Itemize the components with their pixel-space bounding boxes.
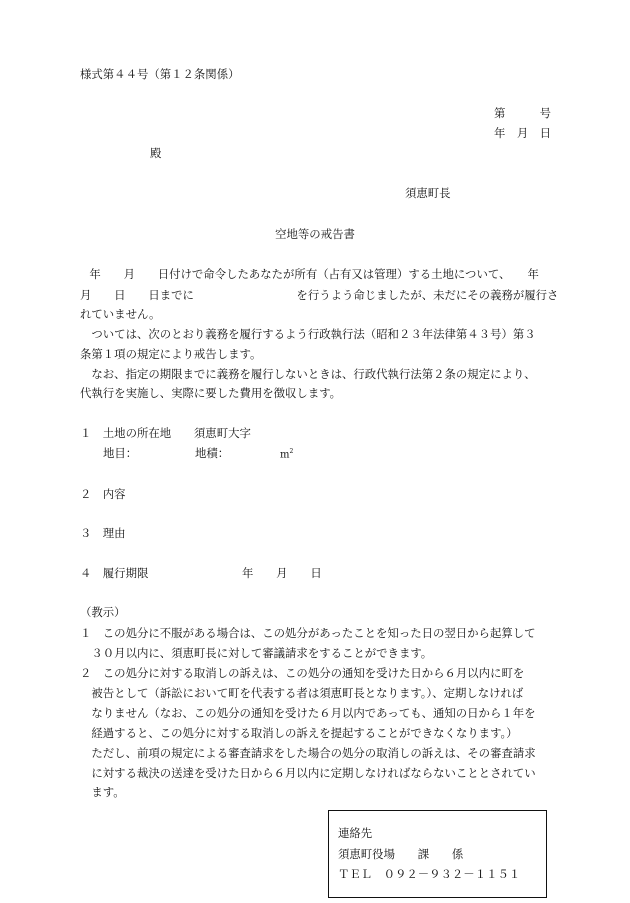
- instruction-line: ３０月以内に、須恵町長に対して審議請求をすることができます。: [80, 646, 433, 660]
- item-deadline-date: 年 月 日: [242, 566, 322, 580]
- body-line: 月 日 日までに を行うよう命じましたが、未だにその義務が履行さ: [80, 288, 559, 302]
- item-land-category: 地目：: [103, 446, 138, 460]
- area-unit: $m^2$: [280, 448, 294, 461]
- instruction-line: １ この処分に不服がある場合は、この処分があったことを知った日の翌日から起算して: [80, 626, 536, 640]
- instruction-line: ２ この処分に対する取消しの訴えは、この処分の通知を受けた日から６月以内に町を: [80, 666, 525, 680]
- item-land-area: 地積：: [195, 446, 230, 460]
- instruction-line: ます。: [80, 785, 125, 799]
- instruction-line: ただし、前項の規定による審査請求をした場合の処分の取消しの訴えは、その審査請求: [80, 746, 536, 760]
- instruction-line: に対する裁決の送達を受けた日から６月以内に定期しなければならないこととされてい: [80, 766, 536, 780]
- item-content: ２ 内容: [80, 487, 126, 501]
- item-reason: ３ 理由: [80, 526, 126, 540]
- form-number: 様式第４４号（第１２条関係）: [80, 67, 240, 81]
- item-deadline: ４ 履行期限: [80, 566, 149, 580]
- body-line: 年 月 日付けで命令したあなたが所有（占有又は管理）する土地について、 年: [78, 267, 539, 281]
- body-line: なお、指定の期限までに義務を履行しないときは、行政代執行法第２条の規定により、: [80, 367, 536, 381]
- body-line: 代執行を実施し、実際に要した費用を徴収します。: [80, 386, 342, 400]
- document-title: 空地等の戒告書: [275, 227, 355, 241]
- body-line: れていません。: [80, 307, 161, 321]
- instruction-line: 被告として（訴訟において町を代表する者は須恵町長となります。）、定期しなければ: [80, 686, 524, 700]
- contact-office: 須恵町役場 課 係: [338, 847, 464, 861]
- body-line: ついては、次のとおり義務を履行するよう行政執行法（昭和２３年法律第４３号）第３: [80, 327, 536, 341]
- contact-heading: 連絡先: [338, 826, 373, 840]
- contact-tel: ＴＥＬ ０９２－９３２－１１５１: [338, 867, 521, 881]
- instruction-heading: （教示）: [80, 605, 126, 619]
- body-line: 条第１項の規定により戒告します。: [80, 347, 262, 361]
- issuer: 須恵町長: [405, 186, 451, 200]
- addressee: 殿: [150, 146, 162, 160]
- document-number: 第 号: [494, 106, 551, 120]
- document-date: 年 月 日: [494, 126, 551, 140]
- instruction-line: 経過すると、この処分に対する取消しの訴えを提起することができなくなります。）: [80, 726, 518, 740]
- item-location: １ 土地の所在地 須恵町大字: [80, 426, 251, 440]
- instruction-line: なりません（なお、この処分の通知を受けた６月以内であっても、通知の日から１年を: [80, 706, 536, 720]
